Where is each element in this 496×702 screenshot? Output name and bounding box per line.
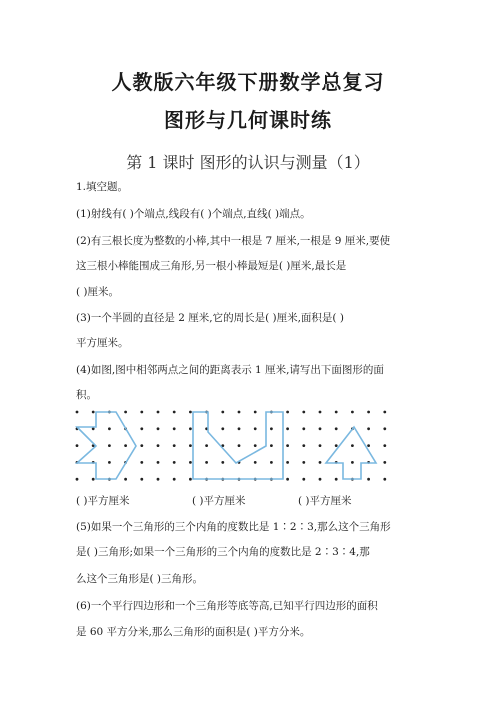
grid-dot [157, 427, 160, 430]
grid-dot [238, 411, 241, 414]
grid-dot [76, 411, 79, 414]
grid-dot [124, 444, 127, 447]
question-4-line-1: (4)如图,图中相邻两点之间的距离表示 1 厘米,请写出下面图形的面 [76, 364, 384, 376]
section-heading: 1.填空题。 [76, 181, 129, 193]
grid-dot [383, 444, 386, 447]
grid-dot [140, 478, 143, 481]
grid-dot [254, 444, 257, 447]
question-2-line-1: (2)有三根长度为整数的小棒,其中一根是 7 厘米,一根是 9 厘米,要使 [76, 235, 391, 247]
question-6-line-2: 是 60 平方分米,那么三角形的面积是( )平方分米。 [76, 626, 311, 638]
grid-dot [205, 461, 208, 464]
grid-dot [173, 461, 176, 464]
grid-dot [351, 461, 354, 464]
grid-dot [76, 478, 79, 481]
grid-dot [302, 478, 305, 481]
grid-dot [383, 427, 386, 430]
grid-dot [319, 411, 322, 414]
grid-dot [189, 478, 192, 481]
grid-dot [221, 411, 224, 414]
grid-dot [173, 444, 176, 447]
grid-dot [221, 461, 224, 464]
grid-dot [367, 427, 370, 430]
grid-dot [335, 427, 338, 430]
grid-dot [286, 411, 289, 414]
grid-dot [189, 411, 192, 414]
question-3-line-1: (3)一个半圆的直径是 2 厘米,它的周长是( )厘米,面积是( ) [76, 312, 344, 324]
grid-dot [189, 461, 192, 464]
grid-dot [124, 478, 127, 481]
figure-2-answer: ( )平方厘米 [192, 495, 246, 507]
lesson-heading: 第 1 课时 图形的认识与测量（1） [126, 153, 370, 172]
grid-dot [108, 444, 111, 447]
grid-dot [319, 444, 322, 447]
grid-dot [173, 427, 176, 430]
figure-3-answer: ( )平方厘米 [298, 495, 352, 507]
grid-dot [286, 461, 289, 464]
grid-dot [157, 411, 160, 414]
grid-dot [189, 444, 192, 447]
question-5-line-1: (5)如果一个三角形的三个内角的度数比是 1∶2∶3,那么这个三角形 [76, 521, 391, 533]
grid-dot [270, 427, 273, 430]
grid-dot [92, 427, 95, 430]
grid-dot [383, 411, 386, 414]
question-2-line-3: ( )厘米。 [76, 286, 120, 298]
grid-dot [140, 411, 143, 414]
grid-dot [302, 411, 305, 414]
grid-dot [383, 478, 386, 481]
question-5-line-2: 是( )三角形;如果一个三角形的三个内角的度数比是 2∶3∶4,那 [76, 546, 370, 558]
grid-dot [254, 427, 257, 430]
grid-dot [76, 444, 79, 447]
shape-arrow-right [77, 412, 136, 479]
grid-dot [157, 461, 160, 464]
grid-dot [367, 478, 370, 481]
grid-dot [205, 444, 208, 447]
grid-dot [270, 461, 273, 464]
grid-dot [319, 461, 322, 464]
grid-dot [173, 411, 176, 414]
grid-dot [270, 444, 273, 447]
grid-dot [157, 444, 160, 447]
question-1: (1)射线有( )个端点,线段有( )个端点,直线( )端点。 [76, 208, 311, 220]
grid-dot [140, 427, 143, 430]
grid-dot [140, 461, 143, 464]
question-4-line-2: 积。 [76, 389, 97, 401]
grid-dot [238, 444, 241, 447]
question-6-line-1: (6)一个平行四边形和一个三角形等底等高,已知平行四边形的面积 [76, 600, 378, 612]
grid-dot [92, 411, 95, 414]
grid-dot [335, 478, 338, 481]
question-2-line-2: 这三根小棒能围成三角形,另一根小棒最短是( )厘米,最长是 [76, 260, 347, 272]
grid-dot [108, 427, 111, 430]
grid-dot [302, 444, 305, 447]
document-subtitle: 图形与几何课时练 [164, 108, 332, 132]
grid-dot [92, 478, 95, 481]
grid-dot [286, 427, 289, 430]
question-5-line-3: 么这个三角形是( )三角形。 [76, 573, 204, 585]
grid-dot [221, 427, 224, 430]
grid-dot [302, 461, 305, 464]
grid-dot [319, 478, 322, 481]
grid-dot [286, 444, 289, 447]
question-3-line-2: 平方厘米。 [76, 337, 129, 349]
grid-dot [254, 461, 257, 464]
grid-dot [286, 478, 289, 481]
grid-dot [238, 427, 241, 430]
grid-dot [319, 427, 322, 430]
grid-dot [383, 461, 386, 464]
shape-arrow-up [326, 427, 376, 479]
grid-dot [351, 444, 354, 447]
grid-dot [335, 411, 338, 414]
document-title: 人教版六年级下册数学总复习 [111, 70, 385, 94]
grid-dot [173, 478, 176, 481]
grid-dot [108, 461, 111, 464]
grid-dot [189, 427, 192, 430]
grid-dot [302, 427, 305, 430]
grid-dot [367, 411, 370, 414]
grid-dot [351, 411, 354, 414]
grid-dot [157, 478, 160, 481]
grid-dot [335, 444, 338, 447]
grid-dot [254, 411, 257, 414]
figure-1-answer: ( )平方厘米 [76, 495, 130, 507]
grid-dot [140, 444, 143, 447]
grid-dot [124, 411, 127, 414]
grid-dot [367, 444, 370, 447]
